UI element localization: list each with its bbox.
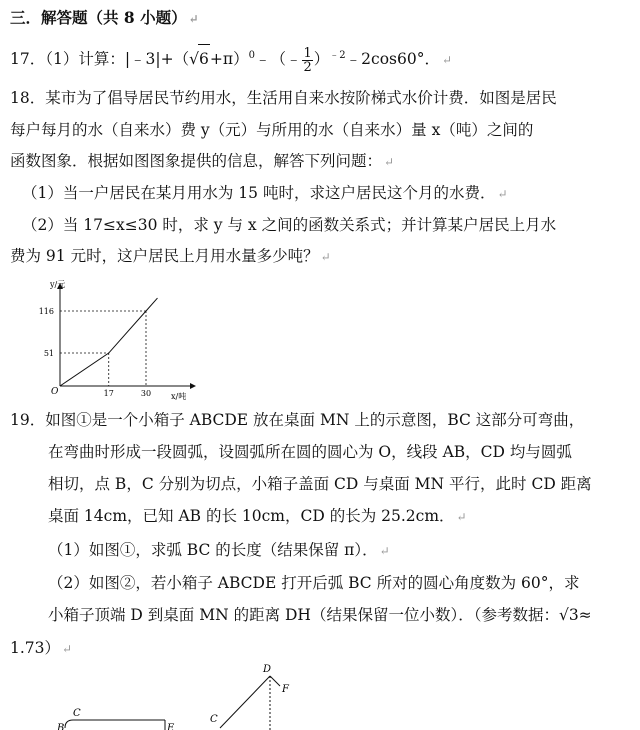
water-fee-graph	[30, 278, 210, 401]
q18-line-2: 每户每月的水（自来水）费 y（元）与所用的水（自来水）量 x（吨）之间的	[10, 121, 534, 139]
q18-line-1: 18．某市为了倡导居民节约用水，生活用自来水按阶梯式水价计费．如图是居民	[10, 89, 557, 107]
x-tick-30: 30	[140, 389, 152, 398]
q19-line-3: 相切，点 B，C 分别为切点，小箱子盖面 CD 与桌面 MN 平行，此时 CD 距离	[48, 475, 592, 493]
question-17: 17．（1）计算：$|﹣3|+(√6+\pi)^0﹣(﹣$ $\frac{1}{2}$ ）$^{﹣2}$﹣2cos60°． ↵	[10, 45, 453, 75]
label-e: E	[167, 723, 175, 730]
label-c2: C	[210, 714, 218, 725]
y-tick-51: 51	[43, 349, 54, 359]
x-axis-label: x/吨	[171, 392, 187, 401]
edge-df	[270, 676, 280, 686]
section-title: 三．解答题（共 8 小题） ↵	[10, 8, 199, 27]
q19-line-4: 桌面 14cm，已知 AB 的长 10cm，CD 的长为 25.2cm． ↵	[48, 507, 467, 525]
y-tick-116: 116	[38, 307, 54, 316]
q19-line-1: 19．如图①是一个小箱子 ABCDE 放在桌面 MN 上的示意图，BC 这部分可弯曲，	[10, 411, 585, 429]
label-b: B	[57, 723, 65, 730]
label-c: C	[73, 708, 81, 719]
q18-part-1: （1）当一户居民在某月用水为 15 吨时，求这户居民这个月的水费． ↵	[22, 184, 508, 202]
q18-part-2-cont: 费为 91 元时，这户居民上月用水量多少吨？ ↵	[10, 247, 331, 265]
origin-label: O	[51, 387, 59, 397]
arc-bc	[65, 720, 73, 728]
label-d: D	[263, 664, 272, 675]
lid-cd-open	[220, 676, 270, 728]
q18-part-2: （2）当 17≤x≤30 时，求 y 与 x 之间的函数关系式；并计算某户居民上月水	[22, 216, 557, 234]
q19-part-2-cont: 小箱子顶端 D 到桌面 MN 的距离 DH（结果保留一位小数）．（参考数据：√3≈	[48, 606, 592, 624]
y-axis-label: y/元	[50, 280, 66, 289]
figure-1-box	[55, 698, 185, 730]
q19-line-2: 在弯曲时形成一段圆弧，设圆弧所在圆的圆心为 O，线段 AB，CD 均与圆弧	[48, 443, 572, 461]
q19-part-2-end: 1.73） ↵	[10, 639, 73, 657]
figure-2-open-box	[200, 660, 310, 730]
q19-part-1: （1）如图①，求弧 BC 的长度（结果保留 π）． ↵	[48, 541, 390, 559]
q19-part-2: （2）如图②，若小箱子 ABCDE 打开后弧 BC 所对的圆心角度数为 60°，求	[48, 574, 580, 592]
label-f: F	[282, 684, 289, 695]
x-tick-17: 17	[103, 389, 114, 398]
q18-line-3: 函数图象．根据如图图象提供的信息，解答下列问题： ↵	[10, 152, 395, 170]
